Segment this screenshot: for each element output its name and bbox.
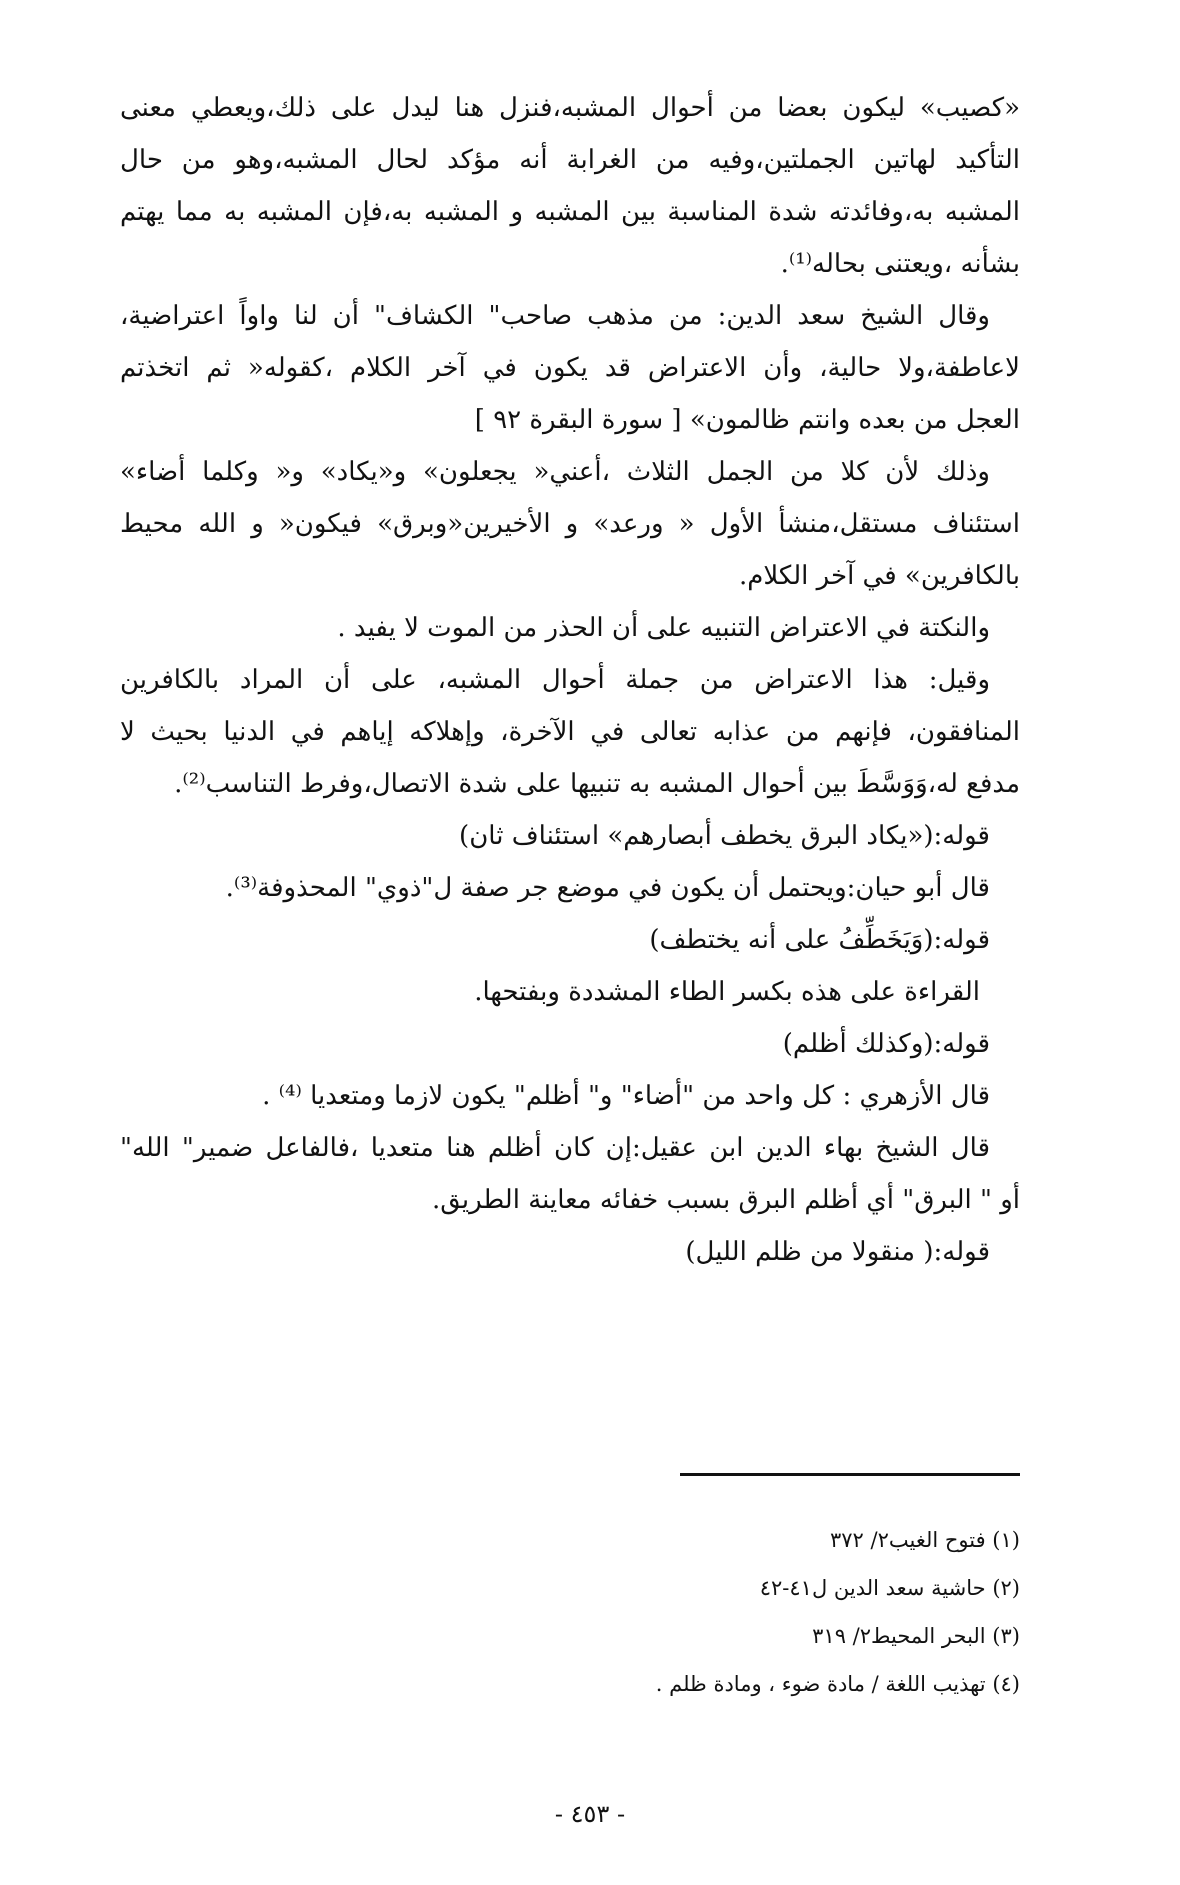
text-line: وذلك لأن كلا من الجمل الثلاث ،أعني« يجعلون» و«يكاد» و« وكلما أضاء» bbox=[120, 457, 990, 487]
text-line: قوله:(وَيَخَطِّفُ على أنه يختطف) bbox=[649, 925, 990, 955]
text-line: لاعاطفة،ولا حالية، وأن الاعتراض قد يكون في آخر الكلام ،كقوله« ثم اتخذتم bbox=[120, 353, 1020, 383]
text-line: بشأنه ،ويعتنى بحاله⁽¹⁾. bbox=[780, 249, 1020, 279]
footnote-item: (١) فتوح الغيب٢/ ٣٧٢ bbox=[829, 1528, 1020, 1552]
text-line: المشبه به،وفائدته شدة المناسبة بين المشبه و المشبه به،فإن المشبه به مما يهتم bbox=[120, 197, 1020, 227]
text-line: قوله:(وكذلك أظلم) bbox=[782, 1029, 990, 1059]
text-line: أو " البرق" أي أظلم البرق بسبب خفائه معاينة الطريق. bbox=[431, 1185, 1020, 1215]
text-line: والنكتة في الاعتراض التنبيه على أن الحذر من الموت لا يفيد . bbox=[337, 613, 990, 643]
text-line: التأكيد لهاتين الجملتين،وفيه من الغرابة أنه مؤكد لحال المشبه،وهو من حال bbox=[120, 145, 1020, 175]
text-line: قوله:( منقولا من ظلم الليل) bbox=[685, 1237, 990, 1267]
text-line: قال الشيخ بهاء الدين ابن عقيل:إن كان أظلم هنا متعديا ،فالفاعل ضمير" الله" bbox=[120, 1133, 990, 1163]
text-line: قال أبو حيان:ويحتمل أن يكون في موضع جر صفة ل"ذوي" المحذوفة⁽³⁾. bbox=[225, 873, 990, 903]
page-number: - ٤٥٣ - bbox=[554, 1800, 626, 1828]
text-line: بالكافرين» في آخر الكلام. bbox=[739, 561, 1020, 591]
footnote-separator bbox=[680, 1473, 1020, 1476]
text-line: مدفع له،وَوَسَّطَ بين أحوال المشبه به تنبيها على شدة الاتصال،وفرط التناسب⁽²⁾. bbox=[174, 769, 1020, 799]
text-line: قوله:(«يكاد البرق يخطف أبصارهم» استئناف ثان) bbox=[459, 821, 990, 851]
text-line: «كصيب» ليكون بعضا من أحوال المشبه،فنزل هنا ليدل على ذلك،ويعطي معنى bbox=[120, 93, 1020, 123]
footnote-item: (٣) البحر المحيط٢/ ٣١٩ bbox=[812, 1624, 1020, 1648]
text-line: العجل من بعده وانتم ظالمون» [ سورة البقرة ٩٢ ] bbox=[474, 405, 1020, 435]
text-line: المنافقون، فإنهم من عذابه تعالى في الآخرة، وإهلاكه إياهم في الدنيا بحيث لا bbox=[120, 717, 1020, 747]
footnotes bbox=[500, 1520, 1020, 1712]
footnote-item: (٢) حاشية سعد الدين ل٤١-٤٢ bbox=[759, 1576, 1020, 1600]
text-line: وقال الشيخ سعد الدين: من مذهب صاحب" الكشاف" أن لنا واواً اعتراضية، bbox=[120, 301, 990, 331]
text-line: القراءة على هذه بكسر الطاء المشددة وبفتحها. bbox=[474, 977, 980, 1007]
main-text bbox=[120, 82, 1020, 1278]
text-line: قال الأزهري : كل واحد من "أضاء" و" أظلم" يكون لازما ومتعديا ⁽⁴⁾ . bbox=[262, 1081, 990, 1111]
footnote-item: (٤) تهذيب اللغة / مادة ضوء ، ومادة ظلم . bbox=[655, 1672, 1020, 1696]
text-line: وقيل: هذا الاعتراض من جملة أحوال المشبه، على أن المراد بالكافرين bbox=[120, 665, 990, 695]
text-line: استئناف مستقل،منشأ الأول « ورعد» و الأخيرين«وبرق» فيكون« و الله محيط bbox=[120, 509, 1020, 539]
